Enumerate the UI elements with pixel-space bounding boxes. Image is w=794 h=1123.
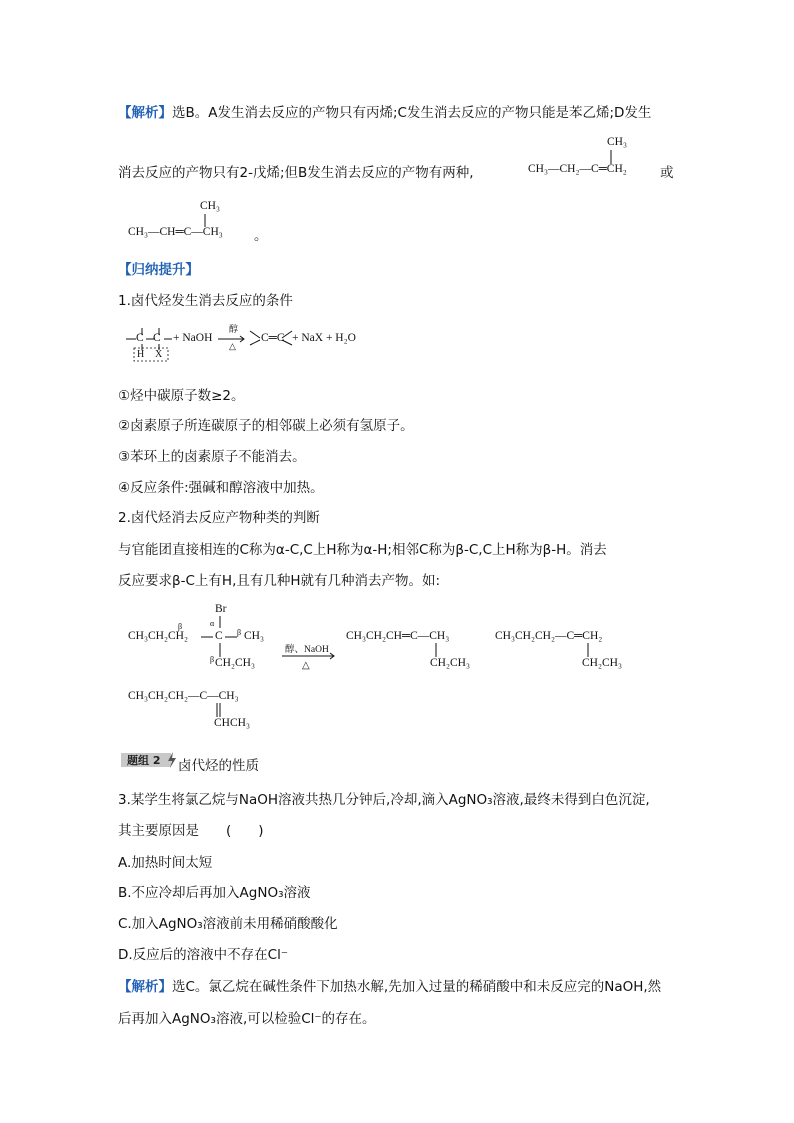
summary-item-1-title: 1.卤代烃发生消去反应的条件	[118, 293, 293, 309]
example-product-1-bottom: CH₂CH₃	[430, 657, 470, 669]
example-beta-label-2: β	[237, 628, 242, 637]
question-3-line-1: 3.某学生将氯乙烷与NaOH溶液共热几分钟后,冷却,滴入AgNO₃溶液,最终未得到白色沉淀,	[118, 792, 650, 808]
product2-formula: CH₃—CH═C—CH₃	[128, 226, 223, 238]
example-beta-label-3: β	[210, 655, 215, 664]
equation-c2: C	[153, 332, 161, 344]
analysis-1-text-1: 选B。A发生消去反应的产物只有丙烯;C发生消去反应的产物只能是苯乙烯;D发生	[172, 105, 652, 121]
question-3-line-2: 其主要原因是 ( )	[118, 823, 264, 839]
example-bond-left	[201, 635, 215, 641]
end-mark: 。	[254, 228, 268, 244]
option-d: D.反应后的溶液中不存在Cl⁻	[118, 947, 288, 963]
analysis-1-line-1	[118, 103, 651, 123]
equation-c1: C	[136, 332, 144, 344]
summary-item-2-line-2: 反应要求β-C上有H,且有几种H就有几种消去产物。如:	[118, 573, 441, 589]
example-reactant-right: CH₃	[244, 630, 264, 642]
rule-1: ①烃中碳原子数≥2。	[118, 388, 245, 404]
group-badge	[121, 751, 177, 769]
analysis-1-text-2: 消去反应的产物只有2-戊烯;但B发生消去反应的产物有两种,	[118, 165, 474, 181]
rule-2: ②卤素原子所连碳原子的相邻碳上必须有氢原子。	[118, 418, 414, 434]
option-a: A.加热时间太短	[118, 855, 213, 871]
example-reactant-left: CH₃CH₂CH₂	[128, 630, 188, 642]
example-product-3: CH₃CH₂CH₂—C—CH₃	[128, 690, 239, 702]
group-badge-text: 题组 2	[127, 754, 161, 767]
example-alpha-label: α	[210, 619, 215, 628]
equation-alkene: C═C	[261, 332, 285, 344]
example-bond-right	[225, 635, 239, 641]
equation-arrow-bottom: △	[229, 341, 236, 351]
analysis-label: 【解析】	[118, 105, 172, 121]
group-title: 卤代烃的性质	[178, 758, 259, 774]
equation-h: H	[137, 349, 145, 360]
lightning-icon	[167, 752, 177, 768]
rule-3: ③苯环上的卤素原子不能消去。	[118, 449, 306, 465]
product2-ch3-top: CH₃	[200, 200, 220, 212]
equation-products: + NaX + H₂O	[292, 332, 356, 344]
option-c: C.加入AgNO₃溶液前未用稀硝酸酸化	[118, 916, 338, 932]
equation-arrow-top: 醇	[229, 324, 239, 334]
analysis-1-line-2	[118, 163, 474, 183]
analysis-3-line-2: 后再加入AgNO₃溶液,可以检验Cl⁻的存在。	[118, 1011, 376, 1027]
product1-ch3-top: CH₃	[607, 136, 627, 148]
equation-reagent: + NaOH	[173, 332, 213, 344]
example-product-3-bottom: CHCH₃	[214, 717, 250, 729]
analysis-3-label: 【解析】	[118, 979, 172, 995]
equation-x: X	[155, 349, 163, 360]
example-br: Br	[215, 603, 227, 615]
summary-item-2-title: 2.卤代烃消去反应产物种类的判断	[118, 510, 320, 526]
example-reactant-bottom: CH₂CH₃	[215, 657, 255, 669]
example-arrow-bottom: △	[302, 660, 310, 671]
example-br-bond	[217, 616, 227, 630]
example-product-2-bottom: CH₂CH₃	[582, 657, 622, 669]
or-word: 或	[660, 165, 674, 181]
analysis-3-text-1: 选C。氯乙烷在碱性条件下加热水解,先加入过量的稀硝酸中和未反应完的NaOH,然	[172, 979, 662, 995]
example-arrow	[282, 653, 338, 661]
analysis-3-line-1	[118, 977, 661, 997]
summary-item-2-line-1: 与官能团直接相连的C称为α-C,C上H称为α-H;相邻C称为β-C,C上H称为β-H。消去	[118, 542, 607, 558]
example-arrow-top: 醇、NaOH	[285, 645, 329, 655]
example-product-1: CH₃CH₂CH═C—CH₃	[346, 630, 450, 642]
example-product-2: CH₃CH₂CH₂—C═CH₂	[495, 630, 603, 642]
example-beta-label-1: β	[178, 622, 183, 631]
summary-label: 【归纳提升】	[118, 262, 199, 278]
product1-formula: CH₃—CH₂—C═CH₂	[528, 163, 627, 175]
example-reactant-c: C	[215, 630, 223, 642]
option-b: B.不应冷却后再加入AgNO₃溶液	[118, 885, 311, 901]
rule-4: ④反应条件:强碱和醇溶液中加热。	[118, 480, 324, 496]
